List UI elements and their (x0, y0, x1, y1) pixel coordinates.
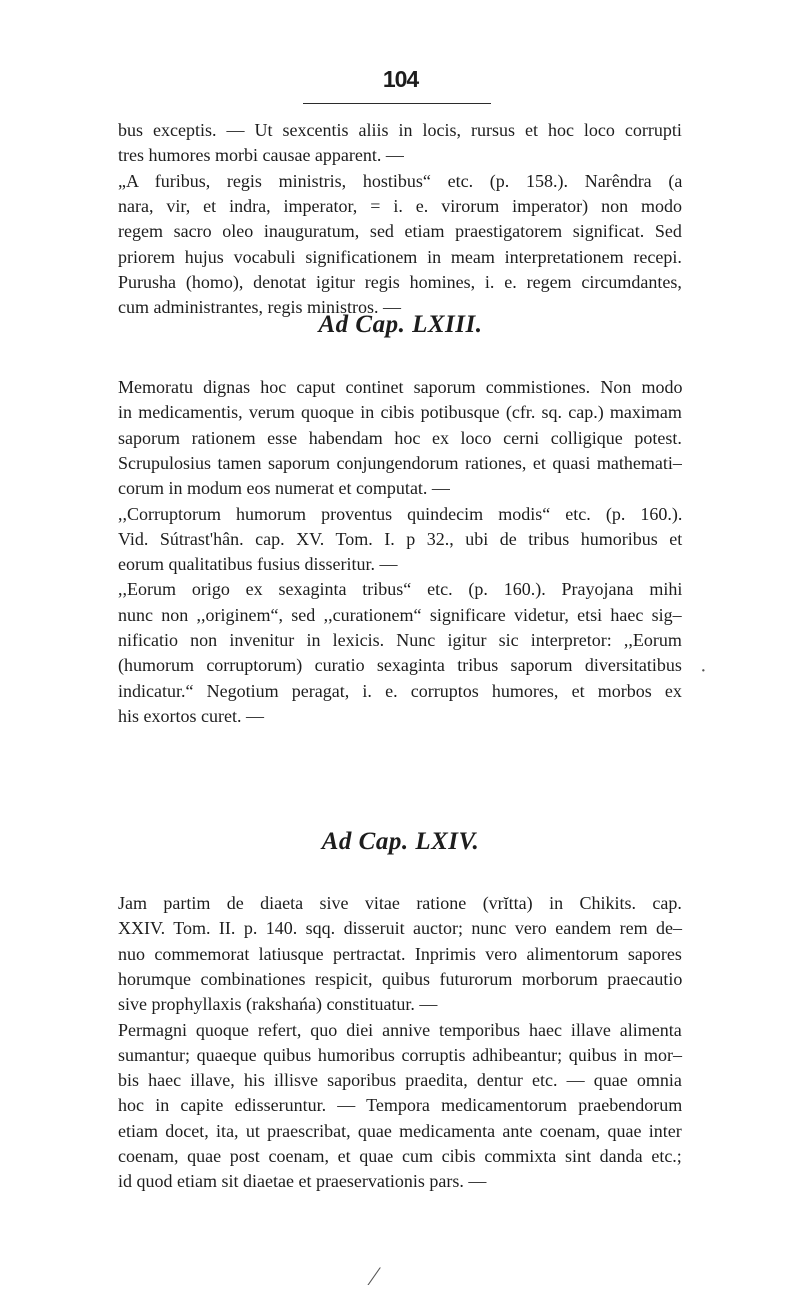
text-line: „A furibus, regis ministris, hostibus“ etc. (p. 158.). Narêndra (a (118, 170, 683, 191)
margin-mark: · (700, 660, 707, 682)
text-line: horumque combinationes respicit, quibus futurorum morborum praecautio (118, 968, 683, 989)
text-line: coenam, quae post coenam, et quae cum cibis commixta sint danda etc.; (118, 1146, 682, 1166)
text-line: sumantur; quaeque quibus humoribus corruptis adhibeantur; quibus in mor– (118, 1044, 682, 1065)
text-line: Permagni quoque refert, quo diei annive temporibus haec illave alimenta (118, 1019, 682, 1040)
text-line: nuo commemorat latiusque pertractat. Inprimis vero alimentorum sapores (118, 943, 682, 964)
text-line: in medicamentis, verum quoque in cibis potibusque (cfr. sq. cap.) maximam (118, 402, 682, 423)
text-line: etiam docet, ita, ut praescribat, quae medicamenta ante coenam, quae inter (118, 1120, 682, 1141)
text-line: nara, vir, et indra, imperator, = i. e. virorum imperator) non modo (118, 195, 683, 216)
section-heading-cap-lxiv: Ad Cap. LXIV. (321, 828, 480, 855)
text-line: Vid. Sútrast'hân. cap. XV. Tom. I. p 32., ubi de tribus humoribus et (118, 528, 683, 549)
header-rule (303, 103, 491, 104)
text-line: hoc in capite edisseruntur. — Tempora medicamentorum praebendorum (118, 1095, 683, 1116)
text-line: tres humores morbi causae apparent. — (118, 145, 404, 166)
text-line: his exortos curet. — (118, 705, 264, 726)
text-line: Memoratu dignas hoc caput continet saporum commistiones. Non modo (118, 377, 683, 397)
text-line: bis haec illave, his illisve saporibus praedita, dentur etc. — quae omnia (118, 1070, 682, 1091)
section-heading-cap-lxiii: Ad Cap. LXIII. (318, 311, 483, 338)
text-line: id quod etiam sit diaetae et praeservationis pars. — (118, 1171, 487, 1192)
text-line: Purusha (homo), denotat igitur regis homines, i. e. regem circumdantes, (118, 271, 682, 292)
text-line: sive prophyllaxis (rakshańa) constituatur. — (118, 994, 438, 1015)
text-line: cum administrantes, regis ministros. — (118, 297, 401, 318)
text-line: Jam partim de diaeta sive vitae ratione (vrĭtta) in Chikits. cap. (118, 893, 682, 913)
text-line: ,,Eorum origo ex sexaginta tribus“ etc. (p. 160.). Prayojana mihi (118, 579, 683, 600)
text-line: saporum rationem esse habendam hoc ex loco cerni colligique potest. (118, 427, 682, 448)
text-line: regem sacro oleo inauguratum, sed etiam praestigatorem significat. Sed (118, 221, 682, 242)
text-line: bus exceptis. — Ut sexcentis aliis in locis, rursus et hoc loco corrupti (118, 120, 682, 140)
text-line: nificatio non invenitur in lexicis. Nunc igitur sic interpretor: ,,Eorum (118, 630, 682, 650)
text-line: corum in modum eos numerat et computat. — (118, 478, 450, 499)
text-line: indicatur.“ Negotium peragat, i. e. corruptos humores, et morbos ex (118, 680, 682, 701)
text-line: Scrupulosius tamen saporum conjungendorum rationes, et quasi mathemati– (118, 452, 682, 473)
text-line: nunc non ,,originem“, sed ,,curationem“ significare videtur, etsi haec sig– (118, 604, 682, 625)
text-line: priorem hujus vocabuli significationem in meam interpretationem recepi. (118, 246, 682, 267)
text-line: ,,Corruptorum humorum proventus quindecim modis“ etc. (p. 160.). (118, 503, 683, 524)
text-line: (humorum corruptorum) curatio sexaginta tribus saporum diversitatibus (118, 655, 682, 676)
stray-mark: ⁄ (372, 1262, 377, 1291)
text-line: eorum qualitatibus fusius disseritur. — (118, 554, 398, 575)
text-line: XXIV. Tom. II. p. 140. sqq. disseruit auctor; nunc vero eandem rem de– (118, 918, 683, 939)
page-number: 104 (382, 66, 419, 92)
